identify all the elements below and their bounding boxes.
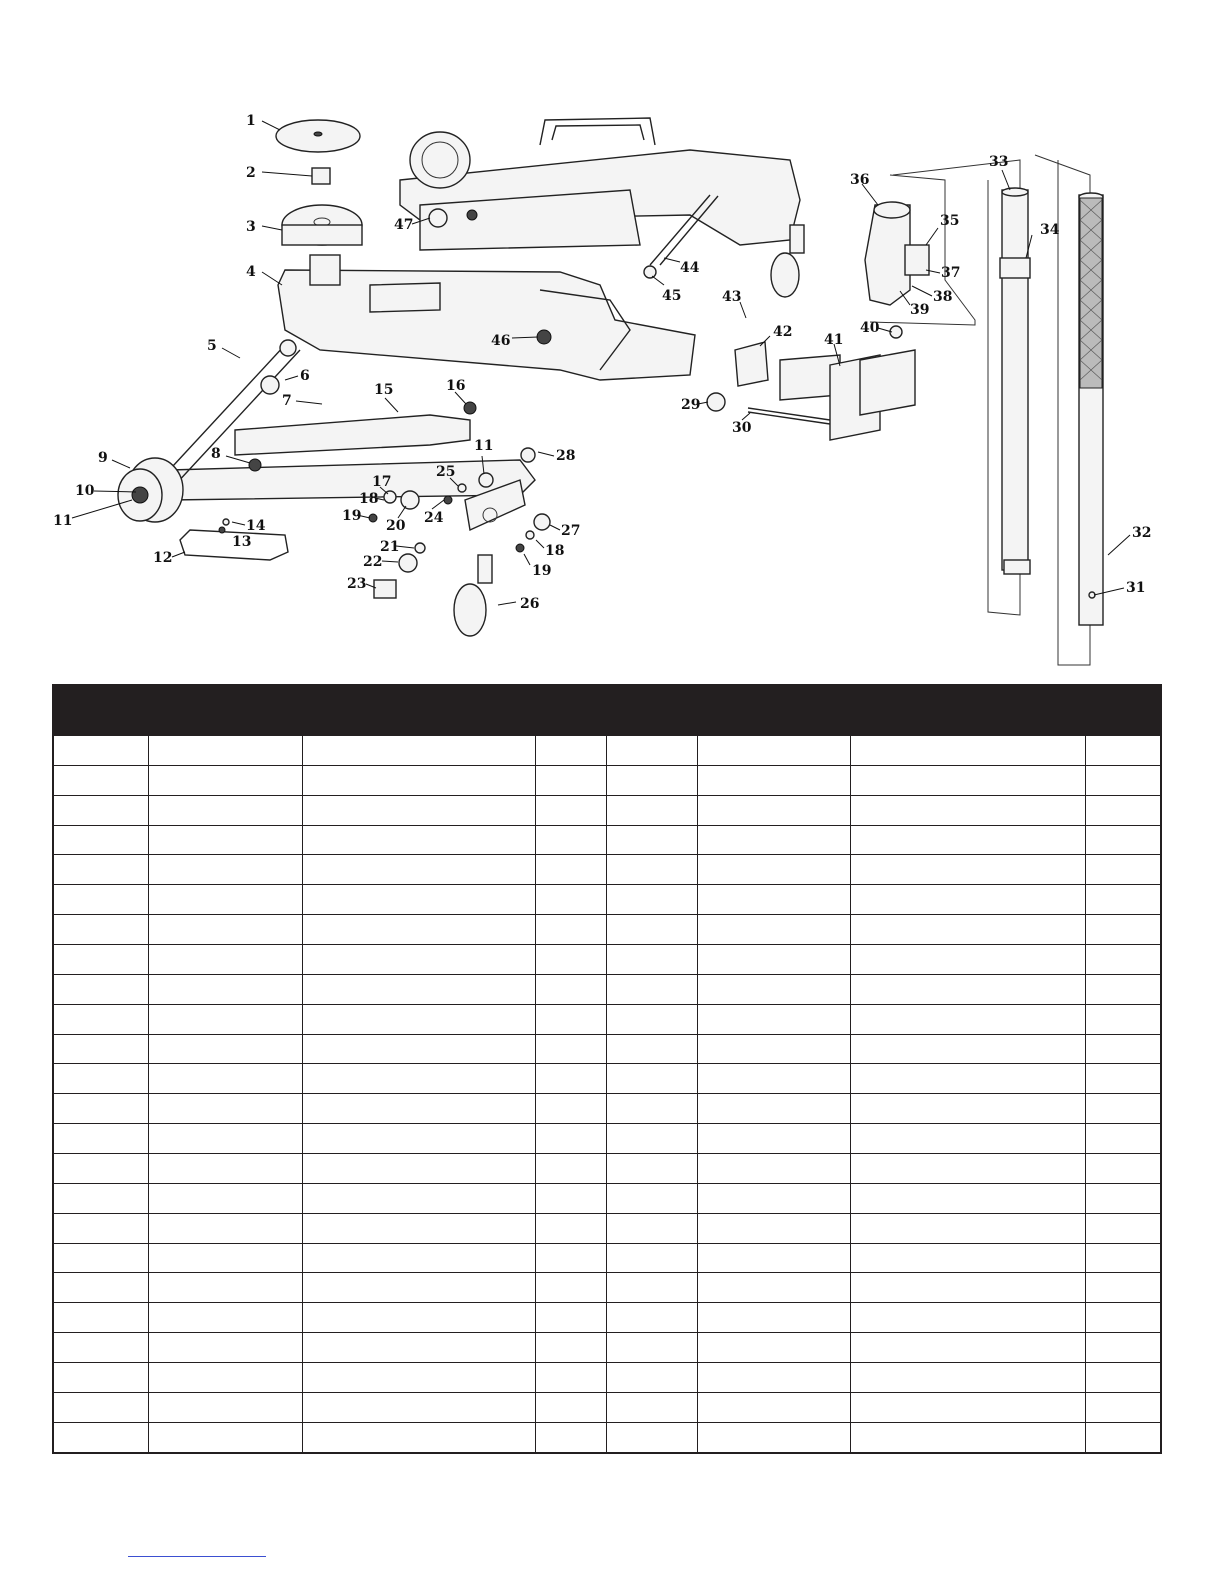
table-cell xyxy=(697,1094,850,1124)
table-cell xyxy=(850,1243,1085,1273)
table-cell xyxy=(535,885,606,915)
table-cell xyxy=(148,885,302,915)
table-cell xyxy=(535,974,606,1004)
table-cell xyxy=(535,1213,606,1243)
callout-label: 10 xyxy=(75,483,95,499)
table-cell xyxy=(697,1004,850,1034)
table-cell xyxy=(697,1273,850,1303)
table-cell xyxy=(535,1034,606,1064)
callout-label: 24 xyxy=(424,510,444,526)
callout-label: 18 xyxy=(545,543,565,559)
table-cell xyxy=(850,1303,1085,1333)
table-cell xyxy=(148,1154,302,1184)
table-cell xyxy=(697,1303,850,1333)
valve-block xyxy=(735,342,915,440)
callout-label: 41 xyxy=(824,332,844,348)
table-cell xyxy=(535,795,606,825)
table-cell xyxy=(148,1124,302,1154)
table-cell xyxy=(697,974,850,1004)
table-cell xyxy=(697,1154,850,1184)
table-cell xyxy=(535,945,606,975)
table-cell xyxy=(697,945,850,975)
table-cell xyxy=(302,1303,535,1333)
table-cell xyxy=(53,795,148,825)
table-cell xyxy=(606,1183,697,1213)
callout-label: 20 xyxy=(386,518,406,534)
table-row xyxy=(53,1213,1161,1243)
parts-list-table xyxy=(52,684,1162,1454)
table-cell xyxy=(148,765,302,795)
table-row xyxy=(53,1363,1161,1393)
callout-label: 2 xyxy=(246,165,256,181)
table-cell xyxy=(1085,915,1161,945)
callout-label: 33 xyxy=(989,154,1009,170)
table-cell xyxy=(1085,885,1161,915)
table-cell xyxy=(53,1124,148,1154)
frame-assembly xyxy=(160,118,800,560)
table-row xyxy=(53,1064,1161,1094)
callout-label: 23 xyxy=(347,576,367,592)
table-cell xyxy=(1085,1064,1161,1094)
callout-label: 18 xyxy=(359,491,379,507)
table-cell xyxy=(606,1333,697,1363)
table-cell xyxy=(535,855,606,885)
table-cell xyxy=(1085,1213,1161,1243)
table-cell xyxy=(302,1004,535,1034)
table-cell xyxy=(535,1333,606,1363)
table-cell xyxy=(148,855,302,885)
table-cell xyxy=(53,1273,148,1303)
callout-label: 19 xyxy=(342,508,362,524)
table-cell xyxy=(148,974,302,1004)
table-cell xyxy=(148,1273,302,1303)
table-row xyxy=(53,735,1161,765)
table-cell xyxy=(850,885,1085,915)
table-cell xyxy=(53,1034,148,1064)
callout-label: 27 xyxy=(561,523,581,539)
table-cell xyxy=(697,1333,850,1363)
callout-label: 45 xyxy=(662,288,682,304)
callout-label: 31 xyxy=(1126,580,1146,596)
table-cell xyxy=(850,1034,1085,1064)
table-row xyxy=(53,765,1161,795)
table-cell xyxy=(697,735,850,765)
table-row xyxy=(53,1422,1161,1453)
table-cell xyxy=(53,974,148,1004)
table-cell xyxy=(148,1303,302,1333)
footer-link-underline[interactable] xyxy=(128,1556,266,1557)
table-cell xyxy=(302,765,535,795)
table-cell xyxy=(1085,795,1161,825)
table-cell xyxy=(606,974,697,1004)
table-cell xyxy=(1085,1154,1161,1184)
table-cell xyxy=(606,1422,697,1453)
table-cell xyxy=(606,795,697,825)
table-row xyxy=(53,1154,1161,1184)
callout-label: 47 xyxy=(394,217,414,233)
callout-label: 25 xyxy=(436,464,456,480)
table-cell xyxy=(53,1303,148,1333)
table-cell xyxy=(606,1392,697,1422)
callout-label: 22 xyxy=(363,554,383,570)
table-cell xyxy=(302,1154,535,1184)
table-cell xyxy=(1085,1333,1161,1363)
table-cell xyxy=(1085,1094,1161,1124)
table-cell xyxy=(535,735,606,765)
table-cell xyxy=(53,1422,148,1453)
front-roller xyxy=(118,458,183,522)
callout-label: 32 xyxy=(1132,525,1152,541)
handle-tubes xyxy=(893,155,1103,665)
table-cell xyxy=(535,1303,606,1333)
table-cell xyxy=(302,1094,535,1124)
callout-label: 14 xyxy=(246,518,266,534)
table-row xyxy=(53,1333,1161,1363)
table-cell xyxy=(850,945,1085,975)
table-cell xyxy=(697,1183,850,1213)
callout-label: 11 xyxy=(53,513,73,529)
table-cell xyxy=(53,1183,148,1213)
table-cell xyxy=(850,1004,1085,1034)
table-cell xyxy=(302,915,535,945)
callout-label: 40 xyxy=(860,320,880,336)
table-cell xyxy=(535,1004,606,1034)
callout-label: 44 xyxy=(680,260,700,276)
callout-label: 28 xyxy=(556,448,576,464)
table-cell xyxy=(697,1124,850,1154)
table-cell xyxy=(302,1034,535,1064)
table-cell xyxy=(148,1363,302,1393)
callout-label: 38 xyxy=(933,289,953,305)
table-cell xyxy=(606,1004,697,1034)
callout-label: 6 xyxy=(300,368,310,384)
callout-label: 29 xyxy=(681,397,701,413)
table-cell xyxy=(606,765,697,795)
table-header xyxy=(53,685,1161,735)
table-cell xyxy=(606,1363,697,1393)
callout-label: 26 xyxy=(520,596,540,612)
table-cell xyxy=(1085,855,1161,885)
table-cell xyxy=(850,1124,1085,1154)
callout-label: 46 xyxy=(491,333,511,349)
table-cell xyxy=(850,1183,1085,1213)
callout-label: 34 xyxy=(1040,222,1060,238)
table-cell xyxy=(697,795,850,825)
table-cell xyxy=(850,1422,1085,1453)
table-cell xyxy=(850,1392,1085,1422)
table-cell xyxy=(302,885,535,915)
callout-label: 8 xyxy=(211,446,221,462)
callout-label: 19 xyxy=(532,563,552,579)
table-cell xyxy=(535,1363,606,1393)
table-cell xyxy=(1085,1303,1161,1333)
table-cell xyxy=(148,915,302,945)
table-cell xyxy=(1085,1422,1161,1453)
table-cell xyxy=(53,1243,148,1273)
table-cell xyxy=(606,1064,697,1094)
table-cell xyxy=(53,885,148,915)
table-cell xyxy=(606,1124,697,1154)
table-header-row xyxy=(53,685,1161,735)
table-cell xyxy=(148,1333,302,1363)
table-cell xyxy=(697,825,850,855)
saddle-parts xyxy=(276,120,362,245)
table-cell xyxy=(697,1064,850,1094)
table-cell xyxy=(850,1213,1085,1243)
table-cell xyxy=(535,915,606,945)
table-cell xyxy=(850,735,1085,765)
table-cell xyxy=(302,1064,535,1094)
table-cell xyxy=(850,1094,1085,1124)
table-cell xyxy=(1085,974,1161,1004)
table-row xyxy=(53,1273,1161,1303)
table-row xyxy=(53,1392,1161,1422)
callout-label: 11 xyxy=(474,438,494,454)
table-cell xyxy=(850,1333,1085,1363)
callout-label: 4 xyxy=(246,264,256,280)
table-cell xyxy=(302,1243,535,1273)
table-row xyxy=(53,1094,1161,1124)
table-cell xyxy=(535,1183,606,1213)
table-cell xyxy=(53,1333,148,1363)
table-cell xyxy=(302,825,535,855)
table-cell xyxy=(697,1363,850,1393)
table-cell xyxy=(606,855,697,885)
table-cell xyxy=(606,1303,697,1333)
table-cell xyxy=(148,945,302,975)
table-cell xyxy=(606,1273,697,1303)
callout-label: 3 xyxy=(246,219,256,235)
callout-label: 37 xyxy=(941,265,961,281)
table-cell xyxy=(697,1034,850,1064)
table-row xyxy=(53,825,1161,855)
table-cell xyxy=(697,855,850,885)
table-row xyxy=(53,855,1161,885)
table-cell xyxy=(1085,1183,1161,1213)
table-cell xyxy=(697,765,850,795)
table-row xyxy=(53,1124,1161,1154)
table-cell xyxy=(606,1243,697,1273)
callout-label: 39 xyxy=(910,302,930,318)
table-cell xyxy=(697,885,850,915)
table-cell xyxy=(535,1124,606,1154)
table-cell xyxy=(1085,735,1161,765)
table-cell xyxy=(535,1273,606,1303)
table-cell xyxy=(53,1154,148,1184)
table-cell xyxy=(535,1392,606,1422)
table-cell xyxy=(1085,1363,1161,1393)
table-cell xyxy=(850,825,1085,855)
table-cell xyxy=(148,1422,302,1453)
table-cell xyxy=(302,1273,535,1303)
table-cell xyxy=(302,974,535,1004)
table-cell xyxy=(302,795,535,825)
callout-label: 15 xyxy=(374,382,394,398)
callout-label: 21 xyxy=(380,539,400,555)
table-row xyxy=(53,1303,1161,1333)
table-cell xyxy=(606,825,697,855)
table-cell xyxy=(53,1392,148,1422)
table-cell xyxy=(302,1213,535,1243)
table-cell xyxy=(148,1243,302,1273)
table-cell xyxy=(850,855,1085,885)
table-cell xyxy=(148,735,302,765)
table-cell xyxy=(302,735,535,765)
table-cell xyxy=(53,1004,148,1034)
table-cell xyxy=(850,1273,1085,1303)
table-cell xyxy=(1085,1124,1161,1154)
table-cell xyxy=(53,825,148,855)
table-cell xyxy=(1085,1034,1161,1064)
table-cell xyxy=(148,1004,302,1034)
callout-label: 35 xyxy=(940,213,960,229)
callout-label: 30 xyxy=(732,420,752,436)
table-cell xyxy=(535,825,606,855)
table-cell xyxy=(850,1064,1085,1094)
table-cell xyxy=(1085,1273,1161,1303)
table-row xyxy=(53,1183,1161,1213)
exploded-parts-diagram xyxy=(0,0,1224,680)
table-cell xyxy=(850,915,1085,945)
table-cell xyxy=(850,795,1085,825)
table-cell xyxy=(535,1243,606,1273)
table-cell xyxy=(302,1392,535,1422)
table-cell xyxy=(148,1183,302,1213)
callout-label: 43 xyxy=(722,289,742,305)
callout-label: 12 xyxy=(153,550,173,566)
table-row xyxy=(53,915,1161,945)
table-cell xyxy=(302,1422,535,1453)
table-cell xyxy=(606,1034,697,1064)
table-cell xyxy=(148,1213,302,1243)
table-row xyxy=(53,974,1161,1004)
table-cell xyxy=(606,735,697,765)
table-cell xyxy=(606,1213,697,1243)
callout-label: 17 xyxy=(372,474,392,490)
table-cell xyxy=(302,855,535,885)
table-cell xyxy=(53,765,148,795)
table-cell xyxy=(53,1064,148,1094)
callout-label: 1 xyxy=(246,113,256,129)
table-cell xyxy=(850,1363,1085,1393)
table-cell xyxy=(148,1064,302,1094)
table-row xyxy=(53,885,1161,915)
table-cell xyxy=(606,885,697,915)
hardware xyxy=(219,209,1095,598)
table-cell xyxy=(302,1363,535,1393)
callout-label: 16 xyxy=(446,378,466,394)
table-row xyxy=(53,1034,1161,1064)
table-cell xyxy=(1085,1243,1161,1273)
table-cell xyxy=(148,1094,302,1124)
table-cell xyxy=(302,1183,535,1213)
table-row xyxy=(53,1004,1161,1034)
callout-label: 7 xyxy=(282,393,292,409)
callout-label: 42 xyxy=(773,324,793,340)
table-cell xyxy=(1085,945,1161,975)
callout-label: 9 xyxy=(98,450,108,466)
table-cell xyxy=(53,1213,148,1243)
table-cell xyxy=(606,1094,697,1124)
table-cell xyxy=(53,1363,148,1393)
table-cell xyxy=(697,1422,850,1453)
table-row xyxy=(53,795,1161,825)
callout-label: 36 xyxy=(850,172,870,188)
table-cell xyxy=(535,765,606,795)
table-cell xyxy=(148,1392,302,1422)
table-row xyxy=(53,1243,1161,1273)
table-cell xyxy=(850,974,1085,1004)
table-cell xyxy=(53,855,148,885)
table-row xyxy=(53,945,1161,975)
table-cell xyxy=(535,1422,606,1453)
table-cell xyxy=(148,795,302,825)
table-cell xyxy=(535,1064,606,1094)
table-cell xyxy=(148,1034,302,1064)
table-cell xyxy=(535,1094,606,1124)
table-cell xyxy=(697,1243,850,1273)
table-cell xyxy=(1085,825,1161,855)
table-cell xyxy=(606,945,697,975)
table-cell xyxy=(606,1154,697,1184)
table-cell xyxy=(53,915,148,945)
table-cell xyxy=(302,1333,535,1363)
table-cell xyxy=(697,1392,850,1422)
table-cell xyxy=(1085,1392,1161,1422)
table-cell xyxy=(1085,765,1161,795)
table-cell xyxy=(850,1154,1085,1184)
table-cell xyxy=(850,765,1085,795)
table-cell xyxy=(53,735,148,765)
table-cell xyxy=(302,1124,535,1154)
table-cell xyxy=(535,1154,606,1184)
table-cell xyxy=(1085,1004,1161,1034)
table-cell xyxy=(53,1094,148,1124)
callout-label: 13 xyxy=(232,534,252,550)
table-cell xyxy=(148,825,302,855)
table-cell xyxy=(53,945,148,975)
table-cell xyxy=(697,1213,850,1243)
table-cell xyxy=(606,915,697,945)
table-cell xyxy=(697,915,850,945)
callout-label: 5 xyxy=(207,338,217,354)
table-body xyxy=(53,735,1161,1453)
table-cell xyxy=(302,945,535,975)
